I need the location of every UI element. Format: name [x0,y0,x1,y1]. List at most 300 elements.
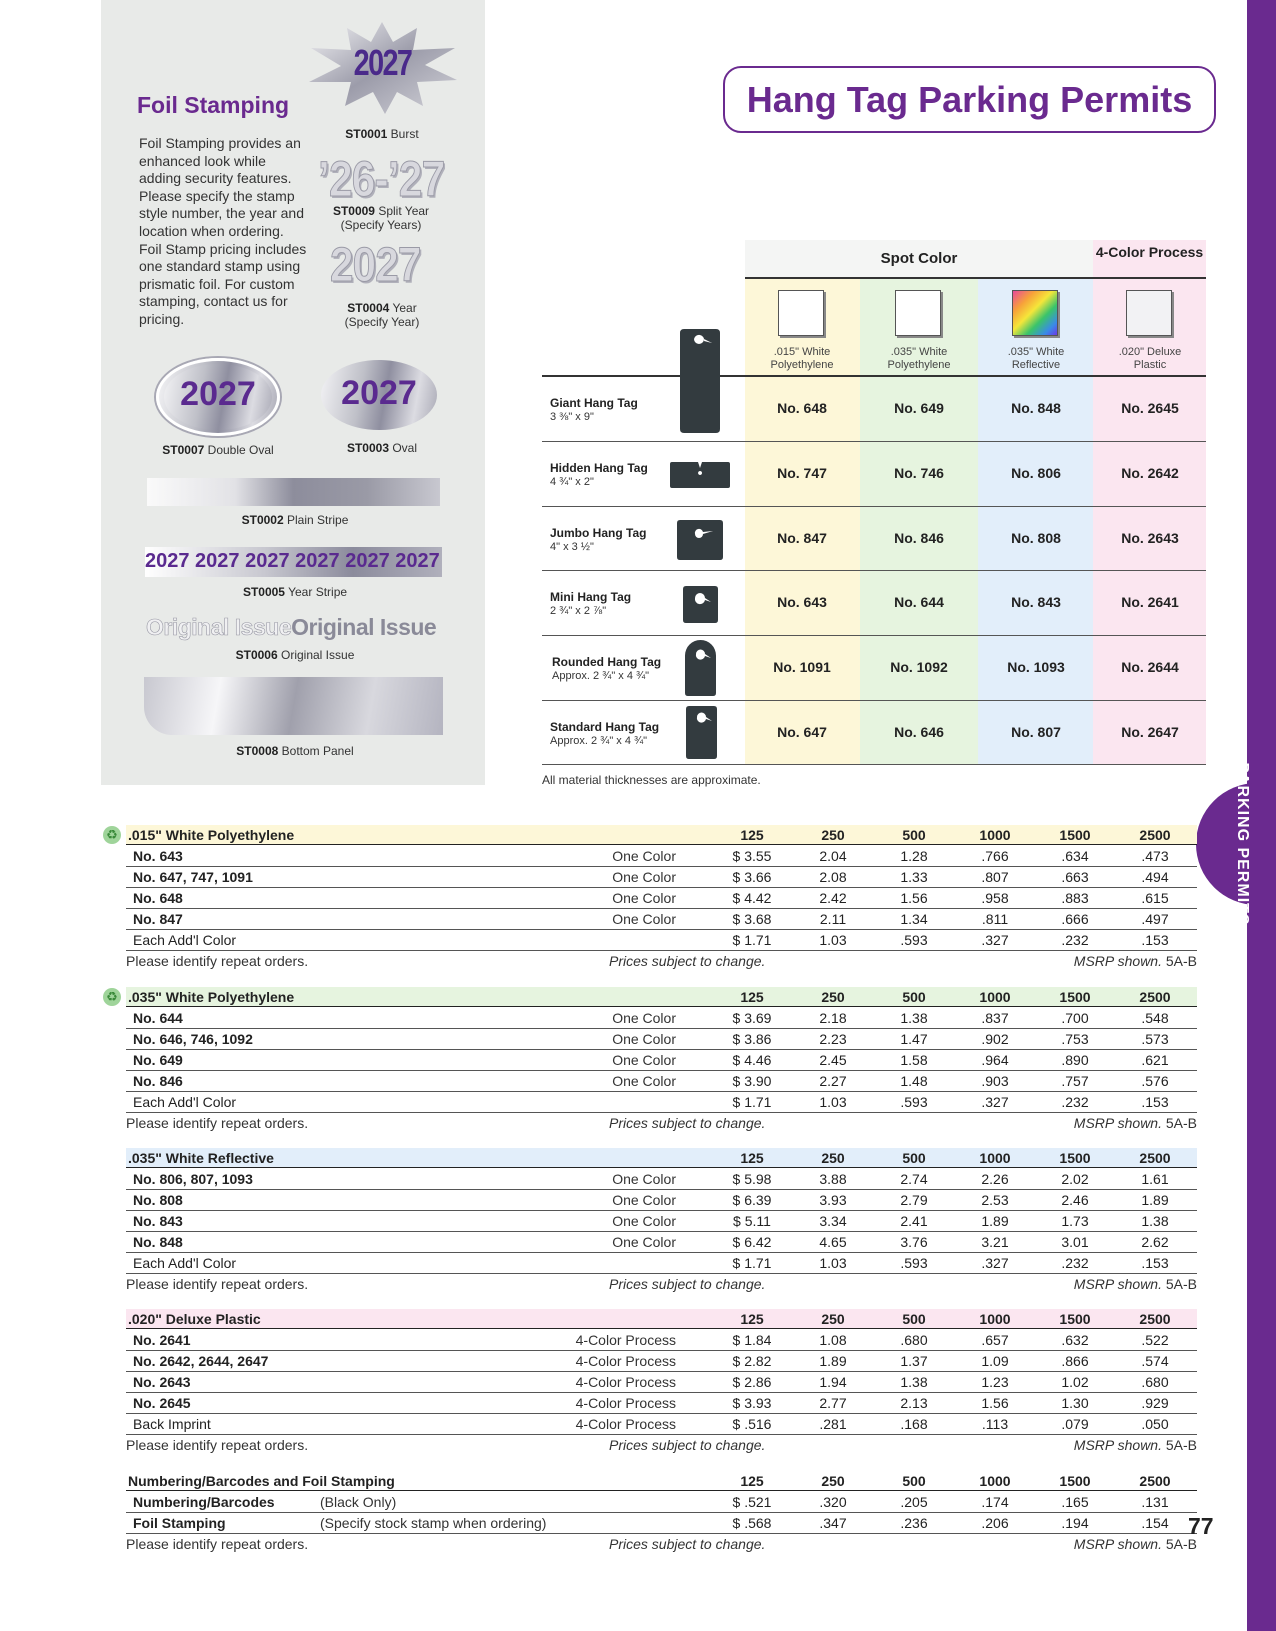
price-value: 1.61 [1141,1171,1169,1187]
quantity-header: 125 [740,989,764,1005]
price-value: .206 [981,1515,1009,1531]
product-number-cell: No. 646 [894,724,944,740]
product-number-cell: No. 747 [777,465,827,481]
price-row [126,1414,1197,1435]
msrp-note [1074,951,1197,971]
price-value: .866 [1061,1353,1089,1369]
stamp-caption: ST0008 Bottom Panel [236,744,354,758]
price-value: .154 [1141,1515,1169,1531]
grid-rule [542,570,1206,571]
price-row-name: No. 648 [133,890,183,906]
product-number-cell: No. 648 [777,400,827,416]
price-row-name: No. 647, 747, 1091 [133,869,253,885]
price-value: .929 [1141,1395,1169,1411]
standard-hang-tag-icon [686,706,717,759]
quantity-header: 1000 [979,827,1011,843]
price-value: .232 [1061,932,1089,948]
price-row-kind: One Color [612,1213,676,1229]
price-value: 1.02 [1061,1374,1089,1390]
quantity-header: 500 [902,1150,926,1166]
price-value: $ 6.39 [732,1192,772,1208]
price-value: .320 [819,1494,847,1510]
price-row [126,1351,1197,1372]
price-value: .113 [981,1416,1009,1432]
price-value: $ 3.68 [732,911,772,927]
tag-name: Giant Hang Tag [550,396,638,410]
price-value: $ 3.86 [732,1031,772,1047]
quantity-header: 1000 [979,989,1011,1005]
price-value: 2.23 [819,1031,847,1047]
msrp-code: 5A-B [1165,1115,1197,1131]
price-value: 1.38 [900,1374,928,1390]
price-row [126,1492,1197,1513]
material-label: .035" White Polyethylene [887,346,951,371]
product-number-cell: No. 649 [894,400,944,416]
quantity-header: 2500 [1139,1311,1171,1327]
price-value: 2.11 [819,911,847,927]
tag-name: Jumbo Hang Tag [550,526,647,540]
price-value: 1.56 [981,1395,1009,1411]
price-value: 1.58 [900,1052,928,1068]
price-value: .766 [981,848,1009,864]
price-value: .663 [1061,869,1089,885]
price-value: .194 [1061,1515,1089,1531]
price-value: 1.33 [900,869,928,885]
price-value: .573 [1141,1031,1169,1047]
price-value: $ 3.66 [732,869,772,885]
price-value: .680 [900,1332,928,1348]
price-value: 2.42 [819,890,847,906]
price-value: .576 [1141,1073,1169,1089]
white-poly-swatch [895,290,941,336]
price-row-name: No. 847 [133,911,183,927]
product-number-cell: No. 846 [894,530,944,546]
price-value: 1.56 [900,890,928,906]
price-value: 3.21 [981,1234,1009,1250]
price-value: .903 [981,1073,1009,1089]
quantity-header: 1500 [1059,1473,1091,1489]
grid-rule [542,441,1206,442]
product-number-cell: No. 647 [777,724,827,740]
price-change-note: Prices subject to change. [609,1276,766,1292]
price-value: .958 [981,890,1009,906]
price-value: 1.34 [900,911,928,927]
price-value: .079 [1061,1416,1089,1432]
price-value: 1.47 [900,1031,928,1047]
price-row-kind: One Color [612,1073,676,1089]
price-value: 1.09 [981,1353,1009,1369]
msrp-code: 5A-B [1165,953,1197,969]
price-row [126,1330,1197,1351]
price-value: $ 3.55 [732,848,772,864]
price-value: .153 [1141,932,1169,948]
price-value: .174 [981,1494,1009,1510]
price-row-name: No. 848 [133,1234,183,1250]
recycle-icon: ♻ [103,826,121,844]
price-value: 1.89 [1141,1192,1169,1208]
price-value: .153 [1141,1094,1169,1110]
price-table-header [126,825,1197,845]
product-number-cell: No. 644 [894,594,944,610]
price-value: 1.37 [900,1353,928,1369]
price-row [126,1092,1197,1113]
price-row [126,1513,1197,1534]
price-value: 3.76 [900,1234,928,1250]
price-value: $ .568 [732,1515,772,1531]
price-row [126,1029,1197,1050]
reflective-swatch [1012,290,1058,336]
repeat-orders-note: Please identify repeat orders. [126,1536,309,1552]
price-value: 2.74 [900,1171,928,1187]
price-value: $ 3.93 [732,1395,772,1411]
white-poly-swatch [778,290,824,336]
price-value: .281 [819,1416,847,1432]
giant-hang-tag-icon [680,329,720,433]
double-oval-stamp-art: 2027 [180,375,256,413]
price-row-name: No. 646, 746, 1092 [133,1031,253,1047]
price-row [126,1393,1197,1414]
quantity-header: 500 [902,1473,926,1489]
stamp-caption: ST0001 Burst [345,127,419,141]
year-stamp-art: 2027 [330,239,421,292]
plain-stripe-stamp [147,478,440,506]
price-value: 2.45 [819,1052,847,1068]
repeat-orders-note: Please identify repeat orders. [126,1115,309,1131]
stamp-caption: ST0007 Double Oval [162,443,274,457]
price-value: 1.89 [981,1213,1009,1229]
product-number-cell: No. 847 [777,530,827,546]
price-value: .902 [981,1031,1009,1047]
quantity-header: 1500 [1059,1150,1091,1166]
price-row-name: Back Imprint [133,1416,211,1432]
grid-rule [542,700,1206,701]
price-row-kind: 4-Color Process [575,1395,676,1411]
tag-size: 4 ¾" x 2" [550,476,594,488]
price-value: .473 [1141,848,1169,864]
product-number-cell: No. 2643 [1121,530,1179,546]
tag-size: 3 ⅜" x 9" [550,411,594,423]
price-value: .232 [1061,1094,1089,1110]
price-value: $ 4.42 [732,890,772,906]
tag-size: Approx. 2 ¾" x 4 ¾" [552,670,650,682]
hidden-hang-tag-icon [670,462,730,488]
price-row-kind: 4-Color Process [575,1374,676,1390]
price-value: $ 1.71 [732,932,772,948]
quantity-header: 125 [740,1473,764,1489]
price-row-kind: (Specify stock stamp when ordering) [320,1515,547,1531]
price-value: 1.38 [1141,1213,1169,1229]
product-number-cell: No. 807 [1011,724,1061,740]
price-value: .593 [900,1255,928,1271]
four-color-header: 4-Color Process [1093,240,1206,278]
price-row [126,1008,1197,1029]
spot-color-header: Spot Color [745,240,1093,278]
msrp-label: MSRP shown. [1073,953,1162,969]
price-table-header [126,1309,1197,1329]
price-value: .522 [1141,1332,1169,1348]
quantity-header: 1000 [979,1150,1011,1166]
price-value: .657 [981,1332,1009,1348]
price-row [126,867,1197,888]
section-tab [1196,762,1276,926]
price-value: $ 4.46 [732,1052,772,1068]
price-value: 2.79 [900,1192,928,1208]
quantity-header: 250 [821,1311,845,1327]
repeat-orders-note: Please identify repeat orders. [126,953,309,969]
price-value: 3.34 [819,1213,847,1229]
price-table-title: .035" White Reflective [128,1150,274,1166]
price-row-kind: One Color [612,1052,676,1068]
price-row-name: Foil Stamping [133,1515,226,1531]
quantity-header: 2500 [1139,827,1171,843]
tag-name: Rounded Hang Tag [552,655,662,669]
price-value: .153 [1141,1255,1169,1271]
price-value: 1.03 [819,1094,847,1110]
price-row-name: No. 2641 [133,1332,191,1348]
product-number-cell: No. 2647 [1121,724,1179,740]
product-number-cell: No. 2641 [1121,594,1179,610]
price-change-note: Prices subject to change. [609,953,766,969]
product-number-cell: No. 843 [1011,594,1061,610]
price-row [126,1211,1197,1232]
price-value: 1.30 [1061,1395,1089,1411]
quantity-header: 125 [740,1311,764,1327]
price-row [126,1232,1197,1253]
price-row-name: No. 2642, 2644, 2647 [133,1353,269,1369]
tag-size: 4" x 3 ½" [550,541,594,553]
price-value: .890 [1061,1052,1089,1068]
repeat-orders-note: Please identify repeat orders. [126,1276,309,1292]
tag-size: Approx. 2 ¾" x 4 ¾" [550,735,648,747]
price-row-kind: One Color [612,911,676,927]
price-value: .753 [1061,1031,1089,1047]
price-table-header [126,987,1197,1007]
material-label: .015" White Polyethylene [770,346,834,371]
price-value: 2.53 [981,1192,1009,1208]
price-value: $ 5.11 [733,1213,771,1229]
price-row [126,1169,1197,1190]
price-row-name: Numbering/Barcodes [133,1494,275,1510]
price-value: $ 1.71 [732,1094,772,1110]
price-table-title: .015" White Polyethylene [128,827,295,843]
grid-note: All material thicknesses are approximate. [542,773,761,787]
price-row-kind: 4-Color Process [575,1353,676,1369]
msrp-note [1074,1113,1197,1133]
price-value: 2.46 [1061,1192,1089,1208]
price-row-kind: One Color [612,848,676,864]
price-value: 3.93 [819,1192,847,1208]
price-value: 2.13 [900,1395,928,1411]
price-change-note: Prices subject to change. [609,1536,766,1552]
price-row-kind: (Black Only) [320,1494,397,1510]
price-value: 3.88 [819,1171,847,1187]
msrp-label: MSRP shown. [1073,1437,1162,1453]
price-value: 1.03 [819,1255,847,1271]
price-value: .964 [981,1052,1009,1068]
msrp-label: MSRP shown. [1073,1276,1162,1292]
price-value: .593 [900,932,928,948]
price-value: .165 [1061,1494,1089,1510]
product-number-cell: No. 643 [777,594,827,610]
price-value: $ 2.82 [732,1353,772,1369]
price-value: .811 [981,911,1009,927]
stamp-caption: ST0009 Split Year (Specify Years) [332,204,430,232]
price-table-footer [126,1534,1197,1554]
price-row-kind: 4-Color Process [575,1416,676,1432]
header-rule [745,277,1206,279]
product-number-cell: No. 746 [894,465,944,481]
price-row [126,1071,1197,1092]
product-number-cell: No. 1091 [773,659,831,675]
price-table-title: Numbering/Barcodes and Foil Stamping [128,1473,395,1489]
price-value: .494 [1141,869,1169,885]
price-value: .757 [1061,1073,1089,1089]
price-value: .168 [900,1416,928,1432]
price-value: .621 [1141,1052,1169,1068]
stamp-caption: ST0003 Oval [346,441,418,455]
msrp-label: MSRP shown. [1073,1536,1162,1552]
product-number-cell: No. 2645 [1121,400,1179,416]
msrp-code: 5A-B [1165,1536,1197,1552]
tag-name: Mini Hang Tag [550,590,632,604]
price-value: 2.02 [1061,1171,1089,1187]
price-change-note: Prices subject to change. [609,1437,766,1453]
price-row [126,888,1197,909]
price-row-name: Each Add'l Color [133,932,237,948]
price-value: 2.04 [819,848,847,864]
rounded-hang-tag-icon [685,640,716,696]
tag-size: 2 ¾" x 2 ⅞" [550,605,607,617]
price-value: .548 [1141,1010,1169,1026]
product-number-cell: No. 2644 [1121,659,1179,675]
price-value: .205 [900,1494,928,1510]
tag-name: Standard Hang Tag [550,720,660,734]
price-value: .593 [900,1094,928,1110]
price-row-kind: One Color [612,1234,676,1250]
price-row-kind: One Color [612,1031,676,1047]
grid-rule [542,506,1206,507]
price-row-name: No. 2645 [133,1395,191,1411]
price-value: $ 3.69 [732,1010,772,1026]
quantity-header: 1500 [1059,1311,1091,1327]
price-value: 1.94 [819,1374,847,1390]
material-label: .020" Deluxe Plastic [1118,346,1182,371]
price-row-kind: One Color [612,1010,676,1026]
price-value: 2.18 [819,1010,847,1026]
repeat-orders-note: Please identify repeat orders. [126,1437,309,1453]
quantity-header: 500 [902,989,926,1005]
oval-stamp-art: 2027 [341,374,417,412]
price-row-name: No. 806, 807, 1093 [133,1171,253,1187]
msrp-code: 5A-B [1165,1276,1197,1292]
foil-description: Foil Stamping provides an enhanced look while adding security features. Please specify the stamp style number, the year and location when ordering. Foil Stamp pricing includes one standard stamp using prismatic foil. For custom stamping, contact us for pricing. [139,135,307,327]
price-value: 3.01 [1061,1234,1089,1250]
price-value: .666 [1061,911,1089,927]
price-row-kind: One Color [612,1171,676,1187]
price-row [126,1253,1197,1274]
grid-rule [542,375,1206,377]
product-number-cell: No. 806 [1011,465,1061,481]
price-table-title: .020" Deluxe Plastic [128,1311,261,1327]
original-issue-stamp-art: Original IssueOriginal Issue [146,614,437,640]
price-value: 1.73 [1061,1213,1089,1229]
price-value: 1.23 [981,1374,1009,1390]
foil-title: Foil Stamping [137,92,290,118]
price-value: .807 [981,869,1009,885]
quantity-header: 2500 [1139,1473,1171,1489]
product-number-cell: No. 1093 [1007,659,1065,675]
price-value: 1.48 [900,1073,928,1089]
price-value: 2.41 [900,1213,928,1229]
price-value: 1.08 [819,1332,847,1348]
grid-rule [542,764,1206,765]
stamp-caption: ST0004 Year (Specify Year) [344,301,420,329]
price-row [126,846,1197,867]
price-table-footer [126,1113,1197,1133]
price-value: 2.26 [981,1171,1009,1187]
price-row-name: Each Add'l Color [133,1094,237,1110]
price-row-name: No. 644 [133,1010,183,1026]
section-tab-label: PARKING PERMITS [1234,762,1251,926]
msrp-note [1074,1534,1197,1554]
quantity-header: 250 [821,1150,845,1166]
price-row-name: No. 2643 [133,1374,191,1390]
msrp-note [1074,1435,1197,1455]
quantity-header: 250 [821,827,845,843]
price-row [126,909,1197,930]
price-value: .615 [1141,890,1169,906]
price-value: .236 [900,1515,928,1531]
price-value: $ 5.98 [732,1171,772,1187]
price-value: .050 [1141,1416,1169,1432]
quantity-header: 250 [821,1473,845,1489]
price-table-footer [126,1435,1197,1455]
quantity-header: 1000 [979,1311,1011,1327]
price-table-footer [126,1274,1197,1294]
price-table-header [126,1148,1197,1168]
price-row-kind: One Color [612,1192,676,1208]
price-value: $ .516 [732,1416,772,1432]
price-value: .347 [819,1515,847,1531]
quantity-header: 2500 [1139,989,1171,1005]
deluxe-plastic-swatch [1126,290,1172,336]
msrp-note [1074,1274,1197,1294]
split-year-stamp-art: ’26-’27 [318,151,445,207]
price-value: $ 6.42 [732,1234,772,1250]
page-number: 77 [1188,1513,1214,1539]
price-row-name: Each Add'l Color [133,1255,237,1271]
product-number-cell: No. 808 [1011,530,1061,546]
quantity-header: 500 [902,827,926,843]
stamp-caption: ST0002 Plain Stripe [241,513,349,527]
price-row-kind: 4-Color Process [575,1332,676,1348]
year-stripe-stamp-art: 2027 2027 2027 2027 2027 2027 [145,550,440,572]
price-value: $ 1.71 [732,1255,772,1271]
price-value: 4.65 [819,1234,847,1250]
price-value: 2.08 [819,869,847,885]
price-value: .327 [981,1094,1009,1110]
price-row [126,1372,1197,1393]
price-change-note: Prices subject to change. [609,1115,766,1131]
price-row [126,1190,1197,1211]
price-row-kind: One Color [612,890,676,906]
msrp-label: MSRP shown. [1073,1115,1162,1131]
price-row-kind: One Color [612,869,676,885]
quantity-header: 500 [902,1311,926,1327]
quantity-header: 2500 [1139,1150,1171,1166]
price-row-name: No. 649 [133,1052,183,1068]
price-value: 1.28 [900,848,928,864]
